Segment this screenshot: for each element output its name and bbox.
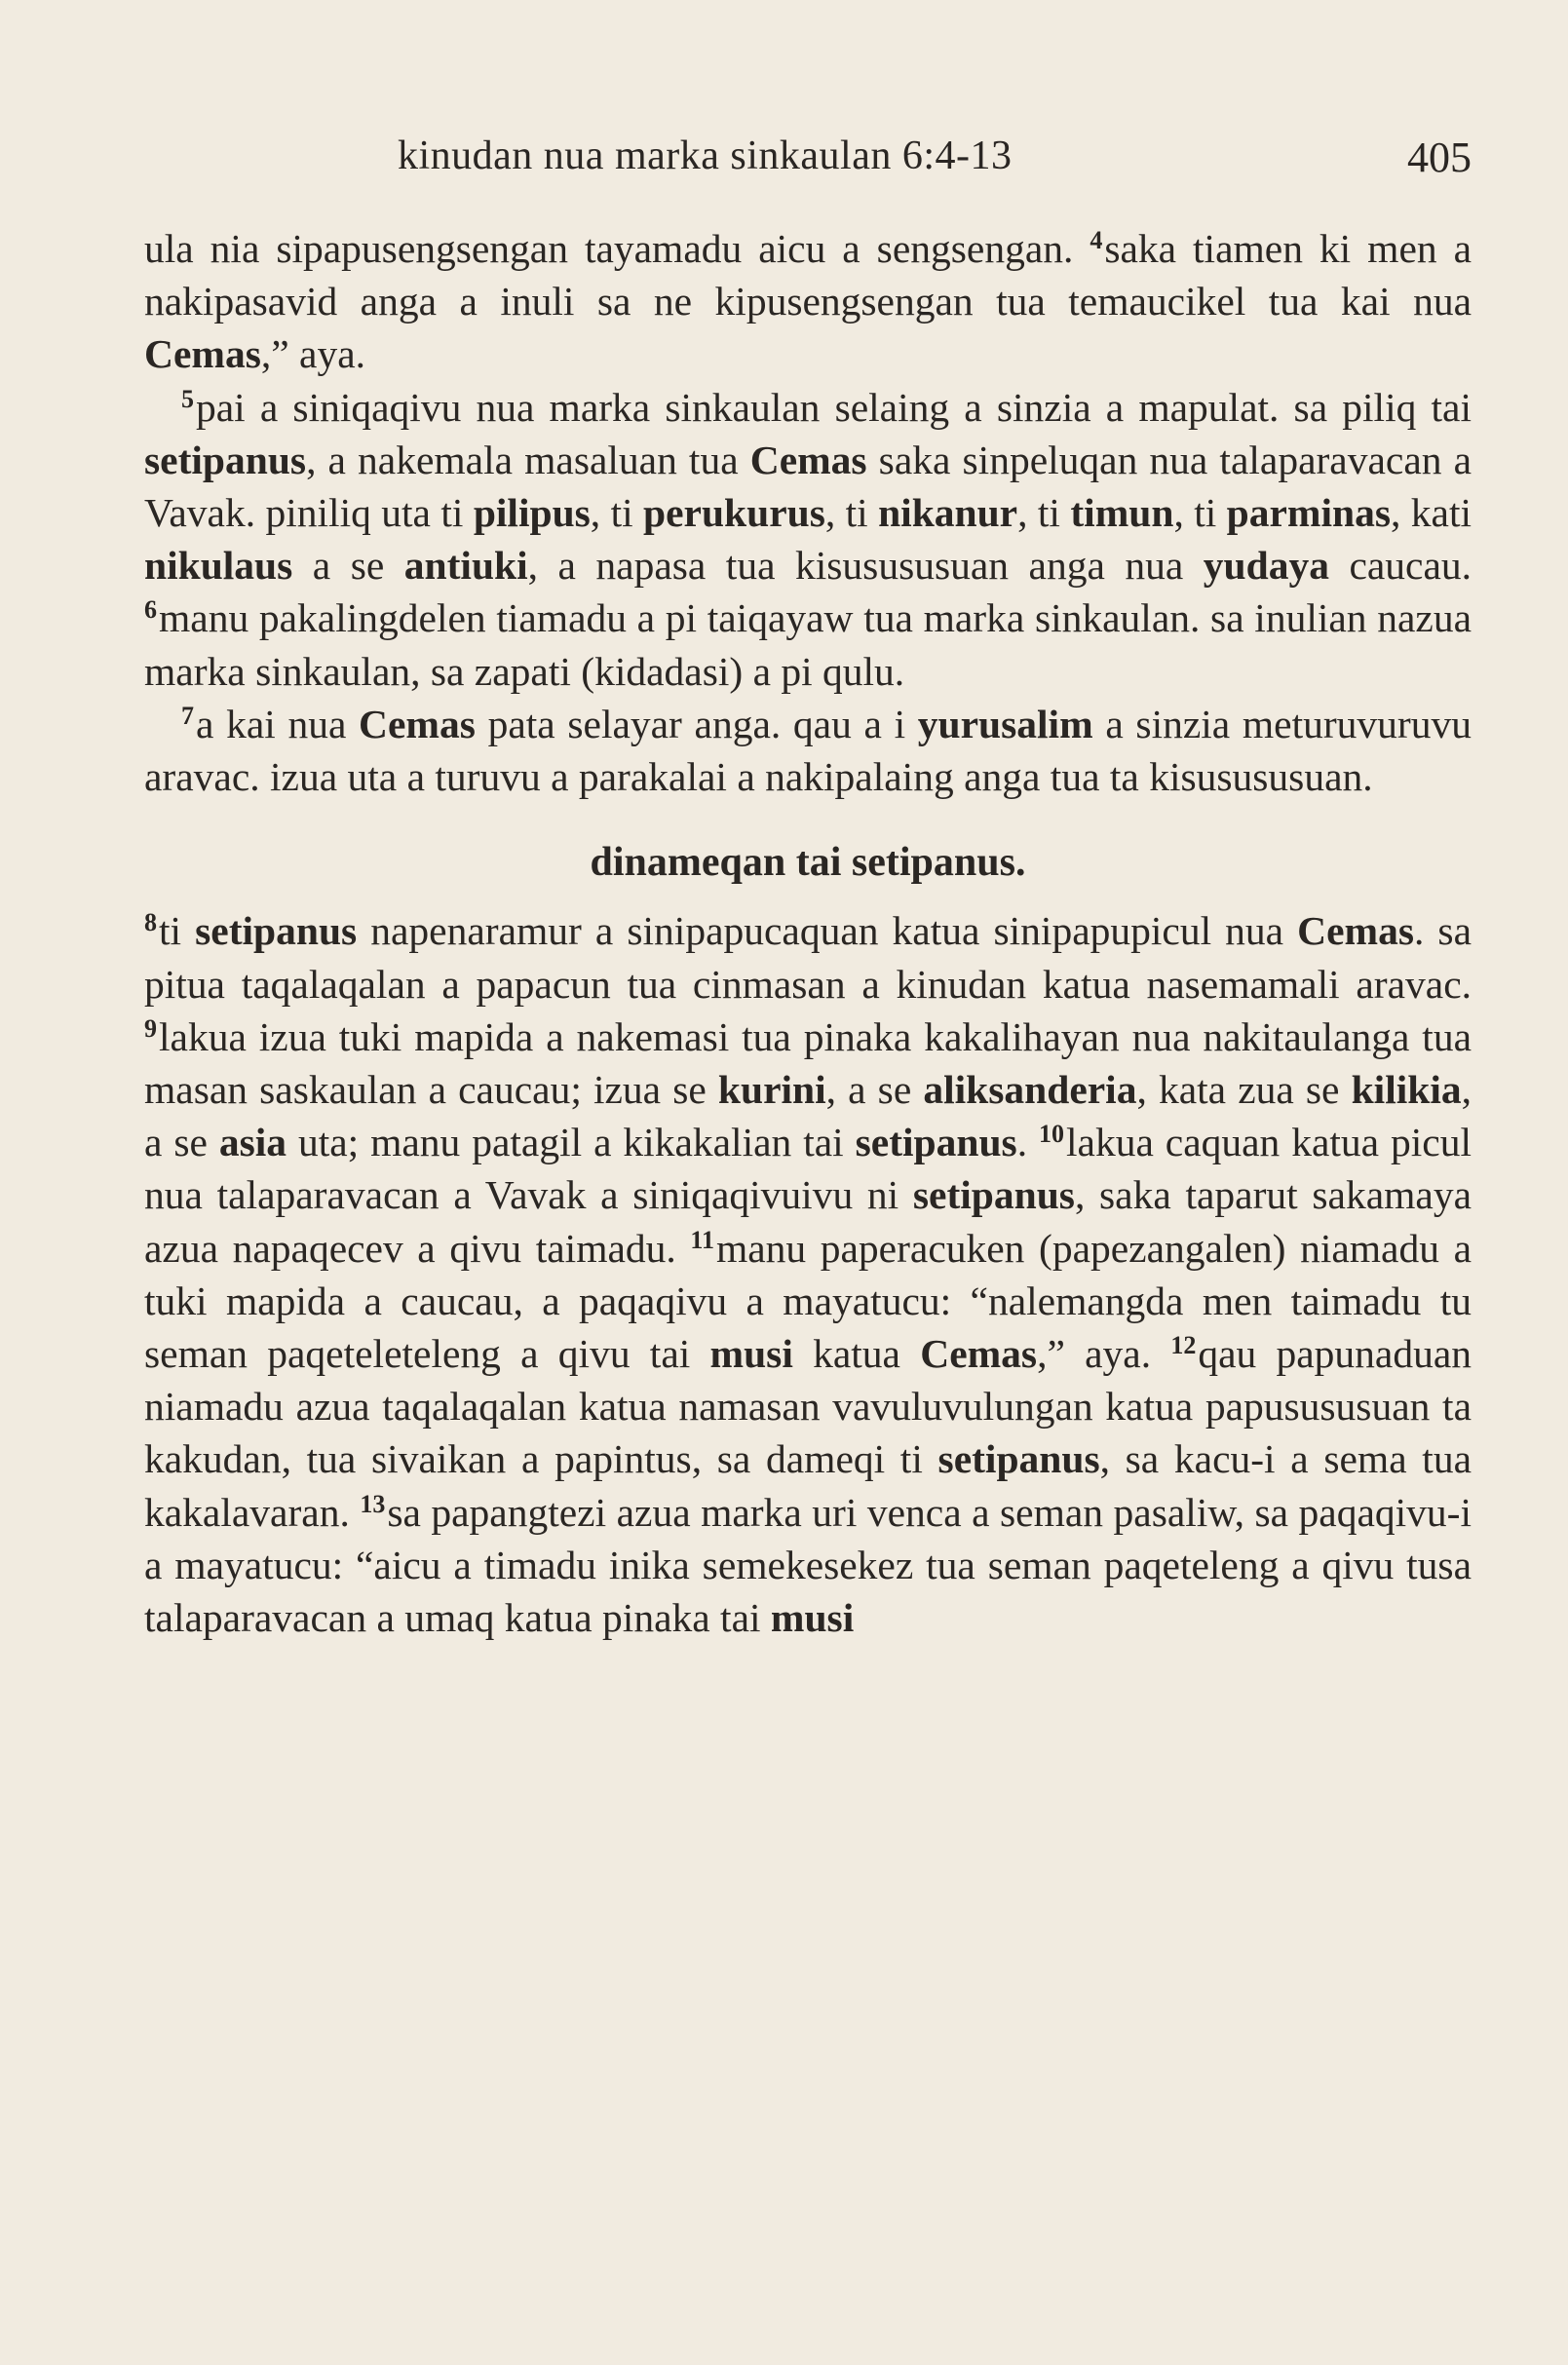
text-run: pata selayar anga. qau a i [475, 701, 918, 746]
text-run: saka tiamen ki men a nakipasavid anga a inuli sa ne kipusengsengan tua temaucikel tua kai nua [144, 226, 1472, 324]
text-run: a sinzia meturuvuruvu aravac. izua uta a turuvu a parakalai a nakipalaing anga tua ta kisusususuan. [144, 701, 1472, 800]
proper-name: setipanus [912, 1172, 1075, 1218]
page-number: 405 [1407, 134, 1472, 181]
text-run: manu pakalingdelen tiamadu a pi taiqayaw tua marka sinkaulan. sa inulian nazua marka sinkaulan, sa zapati (kidadasi) a pi qulu. [144, 595, 1472, 694]
text-run: sa papangtezi azua marka uri venca a seman pasaliw, sa paqaqivu-i a mayatucu: “aicu a timadu inika semekesekez tua seman paqeteleng a qivu tusa talaparavacan a umaq katua pinaka tai [144, 1489, 1472, 1641]
paragraph-2 [144, 381, 1472, 698]
text-run: ,” aya. [260, 331, 366, 377]
text-run: , a nakemala masaluan tua [306, 437, 750, 482]
proper-name: Cemas [144, 331, 261, 377]
text-run: saka sinpeluqan nua talaparavacan a Vavak. piniliq uta ti [144, 437, 1472, 536]
paragraph-1 [144, 222, 1472, 381]
text-run: caucau. [1328, 543, 1472, 589]
proper-name: setipanus [144, 437, 307, 482]
proper-name: Cemas [920, 1331, 1038, 1377]
running-head: kinudan nua marka sinkaulan 6:4-13 [398, 134, 1013, 178]
text-run: napenaramur a sinipapucaquan katua sinipapupicul nua [357, 908, 1298, 954]
proper-name: asia [218, 1120, 287, 1165]
proper-name: Cemas [749, 437, 867, 482]
proper-name: setipanus [195, 908, 358, 954]
verse-number: 6 [144, 595, 157, 625]
text-run: manu paperacuken (papezangalen) niamadu a tuki mapida a caucau, a paqaqivu a mayatucu: “nalemangda men taimadu tu seman paqeteleteleng a qivu tai [144, 1225, 1472, 1377]
text-run: , kati [1391, 490, 1472, 536]
page-header [144, 127, 1472, 195]
proper-name: musi [709, 1331, 793, 1377]
verse-number: 8 [144, 908, 157, 937]
text-run: , saka taparut sakamaya azua napaqecev a qivu taimadu. [144, 1172, 1472, 1271]
body-text [144, 222, 1472, 1644]
text-run: , ti [824, 490, 879, 536]
verse-number: 13 [360, 1489, 386, 1518]
paragraph-3 [144, 698, 1472, 803]
text-run: , a se [144, 1067, 1472, 1165]
proper-name: antiuki [403, 543, 528, 589]
text-run: , a se [825, 1067, 924, 1113]
text-run: , kata zua se [1136, 1067, 1352, 1113]
proper-name: pilipus [473, 490, 591, 536]
verse-number: 10 [1039, 1120, 1064, 1149]
verse-number: 4 [1090, 226, 1103, 254]
proper-name: musi [770, 1595, 855, 1641]
verse-number: 5 [181, 384, 194, 413]
proper-name: kilikia [1351, 1067, 1462, 1113]
text-run: , sa kacu-i a sema tua kakalavaran. [144, 1436, 1472, 1535]
text-run: katua [792, 1331, 921, 1377]
text-run: qau papunaduan niamadu azua taqalaqalan katua namasan vavuluvulungan katua papusususuan ta kakudan, tua sivaikan a papintus, sa dameqi ti [144, 1331, 1472, 1482]
text-run: , ti [1017, 490, 1071, 536]
text-run: a se [292, 543, 404, 589]
text-run: pai a siniqaqivu nua marka sinkaulan selaing a sinzia a mapulat. sa piliq tai [196, 384, 1472, 430]
proper-name: yudaya [1203, 543, 1329, 589]
proper-name: nikanur [878, 490, 1018, 536]
verse-number: 11 [690, 1225, 714, 1254]
proper-name: timun [1070, 490, 1174, 536]
text-run: . [1016, 1120, 1039, 1165]
text-run: , ti [1173, 490, 1227, 536]
proper-name: Cemas [1297, 908, 1414, 954]
verse-number: 7 [181, 701, 194, 730]
text-run: ti [159, 908, 196, 954]
text-run: lakua caquan katua picul nua talaparavacan a Vavak a siniqaqivuivu ni [144, 1120, 1472, 1218]
text-run: . sa pitua taqalaqalan a papacun tua cinmasan a kinudan katua nasemamali aravac. [144, 908, 1472, 1007]
proper-name: perukurus [643, 490, 825, 536]
text-run: , ti [590, 490, 644, 536]
text-run: uta; manu patagil a kikakalian tai [287, 1120, 856, 1165]
text-run: ula nia sipapusengsengan tayamadu aicu a sengsengan. [144, 226, 1090, 271]
proper-name: kurini [717, 1067, 826, 1113]
text-run: lakua izua tuki mapida a nakemasi tua pinaka kakalihayan nua nakitaulanga tua masan saskaulan a caucau; izua se [144, 1013, 1472, 1113]
text-run: , a napasa tua kisusususuan anga nua [527, 543, 1204, 589]
verse-number: 9 [144, 1013, 157, 1043]
paragraph-4 [144, 904, 1472, 1644]
proper-name: setipanus [855, 1120, 1017, 1165]
verse-number: 12 [1170, 1331, 1197, 1360]
text-run: ,” aya. [1037, 1331, 1171, 1377]
proper-name: nikulaus [144, 543, 293, 589]
section-heading: dinameqan tai setipanus. [590, 840, 1026, 886]
proper-name: parminas [1226, 490, 1392, 536]
text-run: a kai nua [196, 701, 360, 746]
proper-name: yurusalim [917, 701, 1093, 746]
proper-name: Cemas [359, 701, 476, 746]
proper-name: aliksanderia [923, 1067, 1137, 1113]
proper-name: setipanus [937, 1436, 1100, 1482]
